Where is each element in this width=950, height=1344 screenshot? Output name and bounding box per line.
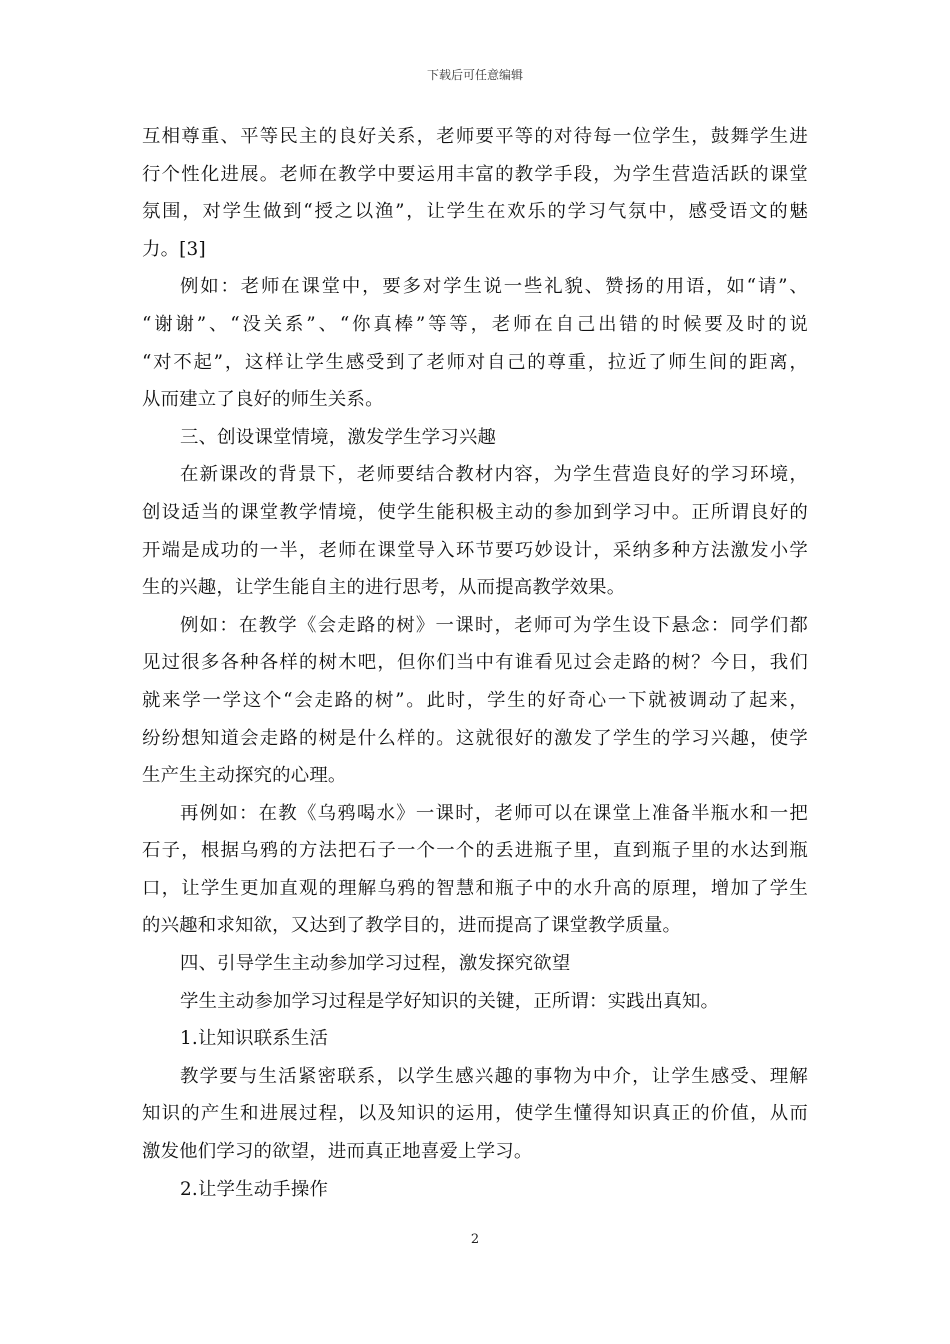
text-line: 例如：在教学《会走路的树》一课时，老师可为学生设下悬念：同学们都 <box>180 614 808 636</box>
text-line: 的兴趣和求知欲，又达到了教学目的，进而提高了课堂教学质量。 <box>142 915 682 937</box>
text-line: “对不起”，这样让学生感受到了老师对自己的尊重，拉近了师生间的距离， <box>142 351 808 373</box>
document-body <box>142 118 808 1208</box>
text-line: 生的兴趣，让学生能自主的进行思考，从而提高教学效果。 <box>142 577 626 599</box>
text-line: 生产生主动探究的心理。 <box>142 765 347 787</box>
text-line: 激发他们学习的欲望，进而真正地喜爱上学习。 <box>142 1141 533 1163</box>
text-line: 例如：老师在课堂中，要多对学生说一些礼貌、赞扬的用语，如“请”、 <box>180 276 808 298</box>
text-line: 知识的产生和进展过程，以及知识的运用，使学生懂得知识真正的价值，从而 <box>142 1103 808 1125</box>
text-line: “谢谢”、“没关系”、“你真棒”等等，老师在自己出错的时候要及时的说 <box>142 313 808 335</box>
text-line: 开端是成功的一半，老师在课堂导入环节要巧妙设计，采纳多种方法激发小学 <box>142 539 808 561</box>
text-line: 互相尊重、平等民主的良好关系，老师要平等的对待每一位学生，鼓舞学生进 <box>142 126 808 147</box>
text-line: 口，让学生更加直观的理解乌鸦的智慧和瓶子中的水升高的原理，增加了学生 <box>142 877 808 899</box>
text-line: 氛围，对学生做到“授之以渔”，让学生在欢乐的学习气氛中，感受语文的魅 <box>142 201 808 223</box>
text-line: 三、创设课堂情境，激发学生学习兴趣 <box>180 426 497 448</box>
text-line: 就来学一学这个“会走路的树”。此时，学生的好奇心一下就被调动了起来， <box>142 689 808 711</box>
text-line: 2.让学生动手操作 <box>180 1178 329 1200</box>
text-line: 创设适当的课堂教学情境，使学生能积极主动的参加到学习中。正所谓良好的 <box>142 501 808 523</box>
text-line: 学生主动参加学习过程是学好知识的关键，正所谓：实践出真知。 <box>180 990 720 1012</box>
text-line: 在新课改的背景下，老师要结合教材内容，为学生营造良好的学习环境， <box>180 464 808 486</box>
text-line: 见过很多各种各样的树木吧，但你们当中有谁看见过会走路的树？今日，我们 <box>142 652 808 674</box>
text-line: 再例如：在教《乌鸦喝水》一课时，老师可以在课堂上准备半瓶水和一把 <box>180 802 808 824</box>
text-line: 力。[3] <box>142 238 206 260</box>
text-line: 从而建立了良好的师生关系。 <box>142 389 384 411</box>
text-line: 纷纷想知道会走路的树是什么样的。这就很好的激发了学生的学习兴趣，使学 <box>142 727 808 749</box>
text-line: 石子，根据乌鸦的方法把石子一个一个的丢进瓶子里，直到瓶子里的水达到瓶 <box>142 840 808 862</box>
text-line: 教学要与生活紧密联系，以学生感兴趣的事物为中介，让学生感受、理解 <box>180 1065 808 1087</box>
page-header: 下载后可任意编辑 <box>426 68 523 82</box>
text-line: 1.让知识联系生活 <box>180 1028 329 1050</box>
text-line: 行个性化进展。老师在教学中要运用丰富的教学手段，为学生营造活跃的课堂 <box>142 163 808 185</box>
text-line: 四、引导学生主动参加学习过程，激发探究欲望 <box>180 953 571 975</box>
page-number: 2 <box>470 1232 480 1247</box>
